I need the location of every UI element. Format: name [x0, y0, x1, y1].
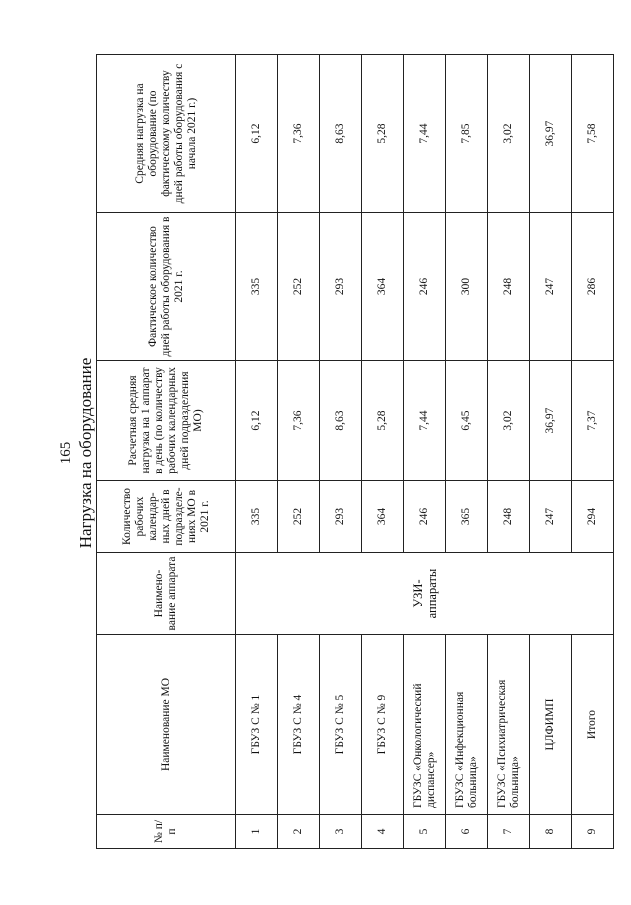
- device-name: УЗИ-аппараты: [235, 552, 613, 634]
- calculated-load: 7,36: [277, 360, 319, 480]
- table-row: [361, 54, 403, 848]
- average-load: 7,85: [445, 54, 487, 212]
- row-number: 6: [445, 814, 487, 848]
- working-days: 365: [445, 480, 487, 552]
- row-number: 8: [529, 814, 571, 848]
- average-load: 5,28: [361, 54, 403, 212]
- working-days: 248: [487, 480, 529, 552]
- calculated-load: 6,12: [235, 360, 277, 480]
- mo-name: ГБУЗ С № 4: [277, 634, 319, 814]
- calculated-load: 7,44: [403, 360, 445, 480]
- mo-name: ГБУЗС «Психиатрическая больница»: [487, 634, 529, 814]
- working-days: 247: [529, 480, 571, 552]
- calculated-load: 5,28: [361, 360, 403, 480]
- header-actual-days: Фактическое количество дней работы оборудования в 2021 г.: [96, 212, 235, 360]
- header-mo-name: Наименование МО: [96, 634, 235, 814]
- calculated-load: 7,37: [571, 360, 613, 480]
- page-title: Нагрузка на оборудование: [75, 357, 95, 548]
- actual-days: 246: [403, 212, 445, 360]
- row-number: 2: [277, 814, 319, 848]
- actual-days: 286: [571, 212, 613, 360]
- mo-name: ГБУЗС «Инфекционная больница»: [445, 634, 487, 814]
- actual-days: 248: [487, 212, 529, 360]
- actual-days: 335: [235, 212, 277, 360]
- average-load: 36,97: [529, 54, 571, 212]
- calculated-load: 3,02: [487, 360, 529, 480]
- header-working-days: Количество рабочих календар-ных дней в подразделе-ниях МО в 2021 г.: [96, 480, 235, 552]
- table-row: [403, 54, 445, 848]
- calculated-load: 36,97: [529, 360, 571, 480]
- table-row: [529, 54, 571, 848]
- equipment-load-table: [96, 54, 614, 849]
- working-days: 294: [571, 480, 613, 552]
- mo-name: ГБУЗ С № 1: [235, 634, 277, 814]
- table-row: [277, 54, 319, 848]
- page-number: 165: [57, 441, 74, 464]
- mo-name: Итого: [571, 634, 613, 814]
- average-load: 8,63: [319, 54, 361, 212]
- working-days: 364: [361, 480, 403, 552]
- working-days: 335: [235, 480, 277, 552]
- actual-days: 364: [361, 212, 403, 360]
- table-row: [445, 54, 487, 848]
- row-number: 9: [571, 814, 613, 848]
- mo-name: ЦЛФИМП: [529, 634, 571, 814]
- row-number: 3: [319, 814, 361, 848]
- actual-days: 252: [277, 212, 319, 360]
- average-load: 7,36: [277, 54, 319, 212]
- actual-days: 293: [319, 212, 361, 360]
- average-load: 3,02: [487, 54, 529, 212]
- rotated-page: [52, 43, 598, 863]
- working-days: 293: [319, 480, 361, 552]
- mo-name: ГБУЗ С № 9: [361, 634, 403, 814]
- table-row: [319, 54, 361, 848]
- row-number: 1: [235, 814, 277, 848]
- row-number: 4: [361, 814, 403, 848]
- row-number: 5: [403, 814, 445, 848]
- table-row: [235, 54, 277, 848]
- average-load: 7,44: [403, 54, 445, 212]
- header-device-name: Наимено-вание аппарата: [96, 552, 235, 634]
- working-days: 252: [277, 480, 319, 552]
- mo-name: ГБУЗ С № 5: [319, 634, 361, 814]
- actual-days: 247: [529, 212, 571, 360]
- mo-name: ГБУЗС «Онкологический диспансер»: [403, 634, 445, 814]
- calculated-load: 6,45: [445, 360, 487, 480]
- row-number: 7: [487, 814, 529, 848]
- working-days: 246: [403, 480, 445, 552]
- table-header-row: [96, 54, 235, 848]
- calculated-load: 8,63: [319, 360, 361, 480]
- header-number: № п/п: [96, 814, 235, 848]
- average-load: 7,58: [571, 54, 613, 212]
- table-row-total: [571, 54, 613, 848]
- header-calculated-load: Расчетная средняя нагрузка на 1 аппарат в день (по количеству рабочих календарных дней подразделения МО): [96, 360, 235, 480]
- header-average-load: Средняя нагрузка на оборудование (по фактическому количеству дней работы оборудования с начала 2021 г.): [96, 54, 235, 212]
- table-row: [487, 54, 529, 848]
- average-load: 6,12: [235, 54, 277, 212]
- actual-days: 300: [445, 212, 487, 360]
